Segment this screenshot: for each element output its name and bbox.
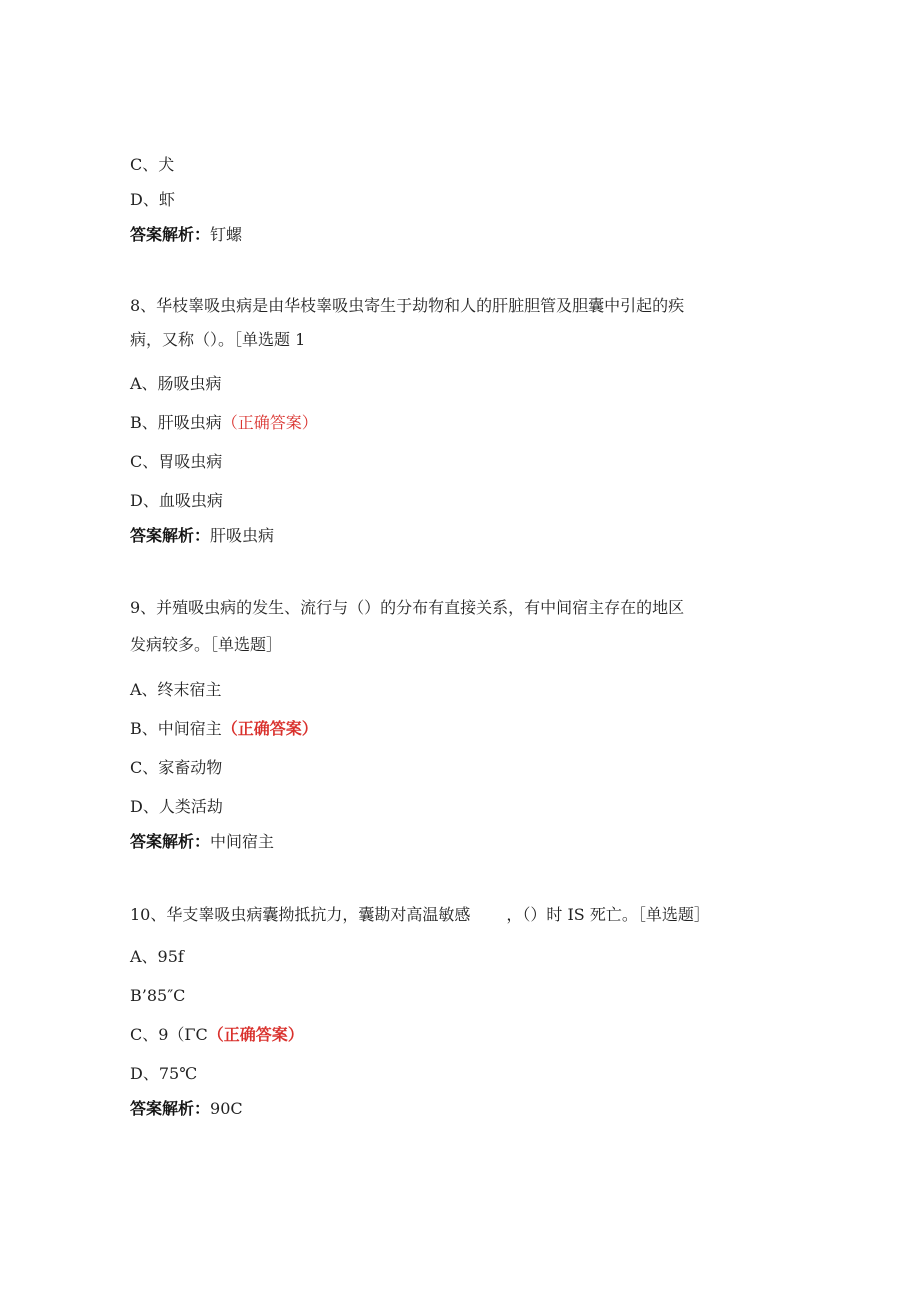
q7-option-d [130,190,175,210]
option-text: D、虾 [130,190,175,209]
analysis-label: 答案解析： [130,225,211,244]
q8-stem-line1: 8、华枝睾吸虫病是由华枝睾吸虫寄生于劫物和人的肝脏胆管及胆囊中引起的疾 [130,296,685,315]
stem-part2: ，（）时 IS 死亡。［单选题］ [506,905,710,924]
q8-option-d [130,491,223,511]
analysis-value: 90C [210,1099,243,1118]
q9-option-d [130,797,223,817]
analysis-label: 答案解析： [130,1099,211,1118]
q8-option-c [130,452,222,472]
q10-option-a [130,947,184,967]
q10-stem [130,905,710,925]
q8-stem-line2: 病，又称（）。［单选题 1 [130,330,306,349]
q9-analysis [130,832,274,852]
q7-option-c [130,155,174,175]
option-text: C、犬 [130,155,175,174]
analysis-value: 肝吸虫病 [210,526,275,545]
option-text: D、75℃ [130,1064,198,1083]
q9-option-b [130,719,318,739]
correct-answer-mark: （正确答案） [221,413,318,432]
stem-part1: 10、华支睾吸虫病囊拗抵抗力，囊勘对高温敏感 [130,905,471,924]
q7-analysis [130,225,242,245]
option-text: C、9（ΓC [130,1025,208,1044]
correct-answer-mark: （正确答案） [207,1025,304,1044]
option-text: A、终末宿主 [130,680,222,699]
option-text: B’85″C [130,986,186,1005]
analysis-value: 中间宿主 [210,832,275,851]
option-text: C、家畜动物 [130,758,223,777]
q10-option-b [130,986,185,1006]
q10-option-c [130,1025,304,1045]
option-text: B、中间宿主 [130,719,222,738]
option-text: D、人类活劫 [130,797,223,816]
option-text: B、肝吸虫病 [130,413,222,432]
correct-answer-mark: （正确答案） [221,719,318,738]
option-text: C、胃吸虫病 [130,452,223,471]
q8-option-b [130,413,318,433]
option-text: D、血吸虫病 [130,491,223,510]
q10-option-d [130,1064,197,1084]
q9-option-c [130,758,222,778]
q9-stem-line1: 9、并殖吸虫病的发生、流行与（）的分布有直接关系，有中间宿主存在的地区 [130,598,685,617]
q9-stem-line2: 发病较多。［单选题］ [130,635,283,654]
analysis-label: 答案解析： [130,832,211,851]
q8-analysis [130,526,274,546]
q8-option-a [130,374,222,394]
analysis-label: 答案解析： [130,526,211,545]
analysis-value: 钉螺 [210,225,243,244]
q10-analysis [130,1099,243,1119]
option-text: A、肠吸虫病 [130,374,222,393]
option-text: A、95f [130,947,184,966]
q9-option-a [130,680,222,700]
